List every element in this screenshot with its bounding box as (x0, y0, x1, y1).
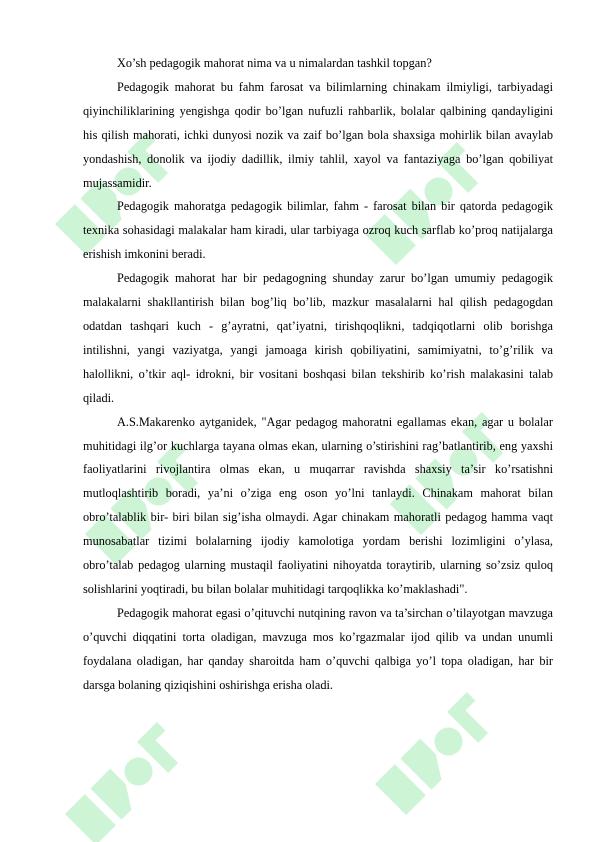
paragraph-4: A.S.Makarenko aytganidek, "Agar pedagog mahoratni egallamas ekan, agar u bolalar muhitidagi ilg’or kuchlarga tayana olmas ekan, ularning o’stirishini rag’batlantirib, eng yaxshi faoliyatlarini rivojlantira olmas ekan, u muqarrar ravishda shaxsiy ta’sir ko’rsatishni mutloqlashtirib boradi, ya’ni o’ziga eng oson yo’lni tanlaydi. Chinakam mahorat bilan obro’talablik bir- biri bilan sig’isha olmaydi. Agar chinakam mahoratli pedagog hamma vaqt munosabatlar tizimi bolalarning ijodiy kamolotiga yordam berishi lozimligini o’ylasa, obro’talab pedagog ularning mustaqil faoliyatini nihoyatda toraytirib, ularning so’zsiz quloq solishlarini yoqtiradi, bu bilan bolalar muhitidagi tarqoqlikka ko’maklashadi". (83, 414, 553, 596)
document-body (83, 52, 553, 697)
paragraph-5: Pedagogik mahorat egasi o’qituvchi nutqining ravon va ta’sirchan o’tilayotgan mavzuga o’quvchi diqqatini torta oladigan, mavzuga mos ko’rgazmalar ijod qilib va undan unumli foydalana oladigan, har qanday sharoitda ham o’quvchi qalbiga yo’l topa oladigan, har bir darsga bolaning qiziqishini oshirishga erisha oladi. (83, 605, 553, 692)
paragraph-3: Pedagogik mahorat har bir pedagogning shunday zarur bo’lgan umumiy pedagogik malakalarni shakllantirish bilan bog’liq bo’lib, mazkur masalalarni hal qilish pedagogdan odatdan tashqari kuch - g’ayratni, qat’iyatni, tirishqoqlikni, tadqiqotlarni olib borishga intilishni, yangi vaziyatga, yangi jamoaga kirish qobiliyatini, samimiyatni, to’g’rilik va halollikni, o’tkir aql- idrokni, bir vositani boshqasi bilan tekshirib ko’rish malakasini talab qiladi. (83, 271, 553, 405)
paragraph-1: Pedagogik mahorat bu fahm farosat va bilimlarning chinakam ilmiyligi, tarbiyadagi qiyinchiliklarining yengishga qodir bo’lgan nufuzli rahbarlik, bolalar qalbining qandayligini his qilish mahorati, ichki dunyosi nozik va zaif bo’lgan bola shaxsiga mohirlik bilan avaylab yondashish, donolik va ijodiy dadillik, ilmiy tahlil, xayol va fantaziyaga bo’lgan qobiliyat mujassamidir. (83, 79, 553, 190)
paragraph-2: Pedagogik mahoratga pedagogik bilimlar, fahm - farosat bilan bir qatorda pedagogik texnika sohasidagi malakalar ham kiradi, ular tarbiyaga ozroq kuch sarflab ko’proq natijalarga erishish imkonini beradi. (83, 199, 553, 262)
question-paragraph: Xo’sh pedagogik mahorat nima va u nimalardan tashkil topgan? (117, 56, 432, 70)
